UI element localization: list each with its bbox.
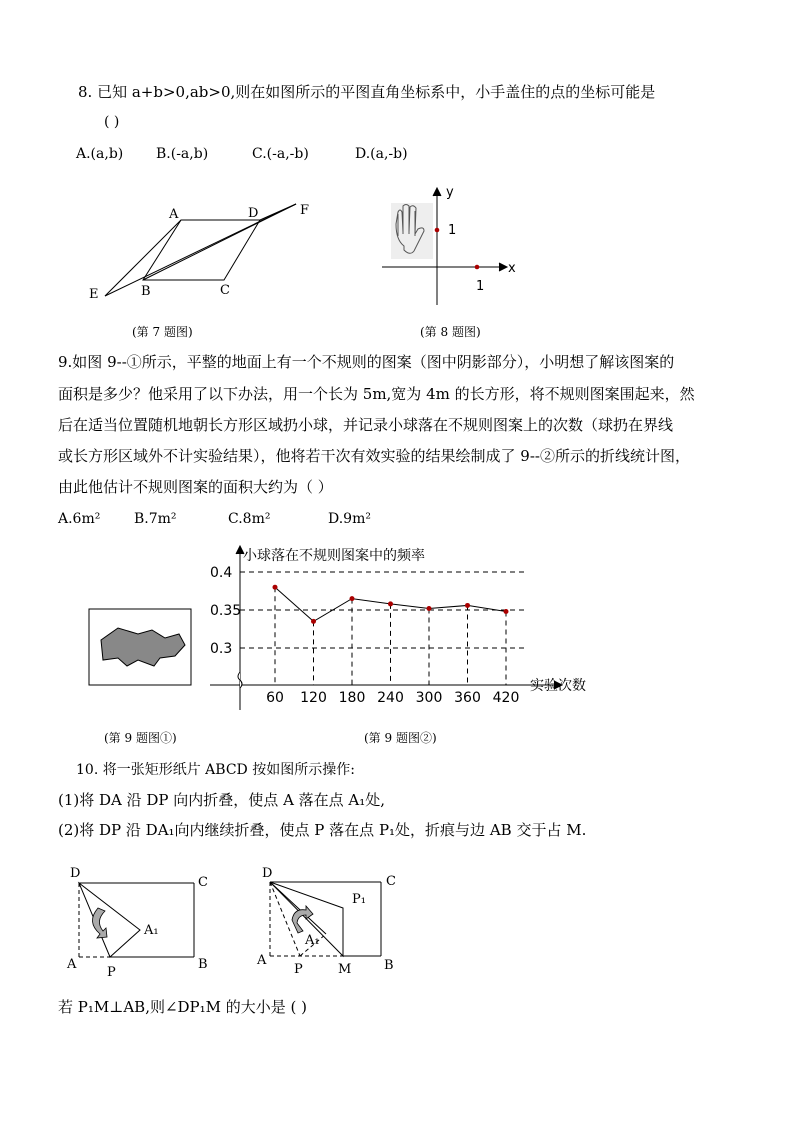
- chart-x-tick-label: 240: [377, 690, 404, 706]
- fig10-1-label-d: D: [70, 866, 81, 881]
- fig7-caption: (第 7 题图): [132, 325, 193, 339]
- fig7-label-d: D: [248, 206, 259, 221]
- q9-line-5: 由此他估计不规则图案的面积大约为（ ）: [58, 478, 333, 496]
- q9-line-4: 或长方形区域外不计实验结果），他将若干次有效实验的结果绘制成了 9--②所示的折线统计图，: [58, 447, 690, 465]
- fig10-2-label-a: A: [257, 953, 267, 968]
- fig10-1-label-a: A: [67, 957, 77, 972]
- fig7-label-f: F: [300, 203, 310, 218]
- fig10-1-label-a1: A₁: [144, 923, 159, 938]
- q8-option-c: C.(-a,-b): [252, 146, 309, 162]
- q8-answer-paren: ( ): [104, 114, 120, 130]
- fig7-label-a: A: [169, 207, 179, 222]
- q9-line-2: 面积是多少？他采用了以下办法，用一个长为 5m,宽为 4m 的长方形，将不规则图案围起来，然: [58, 385, 695, 403]
- chart-x-axis-label: 实验次数: [530, 678, 586, 694]
- fig10-2-label-p: P: [294, 962, 303, 977]
- q8-option-b: B.(-a,b): [156, 146, 209, 162]
- chart-x-tick-label: 120: [300, 690, 327, 706]
- q9-option-b: B.7m²: [134, 511, 177, 527]
- q9-option-a: A.6m²: [58, 511, 101, 527]
- fig10-1-label-b: B: [198, 957, 208, 972]
- fig10-2-label-d: D: [262, 866, 273, 881]
- fig8-tick-x: 1: [476, 279, 485, 294]
- fig9-caption-1: (第 9 题图①): [104, 731, 177, 745]
- fig10-1-label-p: P: [107, 965, 116, 980]
- chart-y-tick-label: 0.35: [210, 603, 242, 619]
- fig8-y-label: y: [446, 185, 454, 200]
- fig10-2-label-m: M: [338, 962, 352, 977]
- chart-y-tick-label: 0.4: [210, 565, 233, 581]
- fig10-2-label-b: B: [384, 958, 394, 973]
- fig7-label-c: C: [220, 283, 230, 298]
- q9-option-d: D.9m²: [328, 511, 371, 527]
- fig10-2-label-a1: A₁: [305, 933, 320, 948]
- q9-option-c: C.8m²: [228, 511, 271, 527]
- chart-x-tick-label: 180: [338, 690, 366, 706]
- fig7-label-e: E: [89, 287, 99, 302]
- fig8-tick-y: 1: [448, 223, 457, 238]
- fig9-caption-2: (第 9 题图②): [364, 731, 437, 745]
- q10-step-1: (1)将 DA 沿 DP 向内折叠，使点 A 落在点 A₁处,: [58, 791, 386, 809]
- q8-option-d: D.(a,-b): [355, 146, 408, 162]
- chart-title: 小球落在不规则图案中的频率: [243, 548, 425, 564]
- fig10-2-label-c: C: [386, 874, 396, 889]
- chart-x-tick-label: 300: [415, 690, 443, 706]
- chart-x-tick-label: 60: [266, 690, 284, 706]
- q10-step-2: (2)将 DP 沿 DA₁向内继续折叠，使点 P 落在点 P₁处，折痕与边 AB 交于占 M.: [58, 821, 587, 839]
- q10-question: 若 P₁M⊥AB,则∠DP₁M 的大小是 ( ): [58, 998, 308, 1016]
- chart-x-tick-label: 360: [454, 690, 481, 706]
- q8-option-a: A.(a,b): [76, 146, 124, 162]
- fig7-label-b: B: [141, 284, 151, 299]
- chart-x-tick-label: 420: [492, 690, 520, 706]
- chart-y-tick-label: 0.3: [210, 641, 233, 657]
- q9-line-3: 后在适当位置随机地朝长方形区域扔小球，并记录小球落在不规则图案上的次数（球扔在界线: [58, 416, 674, 434]
- q9-line-1: 9.如图 9--①所示，平整的地面上有一个不规则的图案（图中阴影部分），小明想了解该图案的: [58, 353, 675, 371]
- fig8-x-label: x: [508, 261, 516, 276]
- fig8-caption: (第 8 题图): [420, 325, 481, 339]
- q10-stem: 10. 将一张矩形纸片 ABCD 按如图所示操作:: [76, 762, 355, 778]
- fig10-1-label-c: C: [198, 875, 208, 890]
- fig10-2-label-p1: P₁: [352, 892, 366, 907]
- q8-stem: 8. 已知 a+b>0,ab>0,则在如图所示的平图直角坐标系中，小手盖住的点的坐标可能是: [78, 83, 656, 101]
